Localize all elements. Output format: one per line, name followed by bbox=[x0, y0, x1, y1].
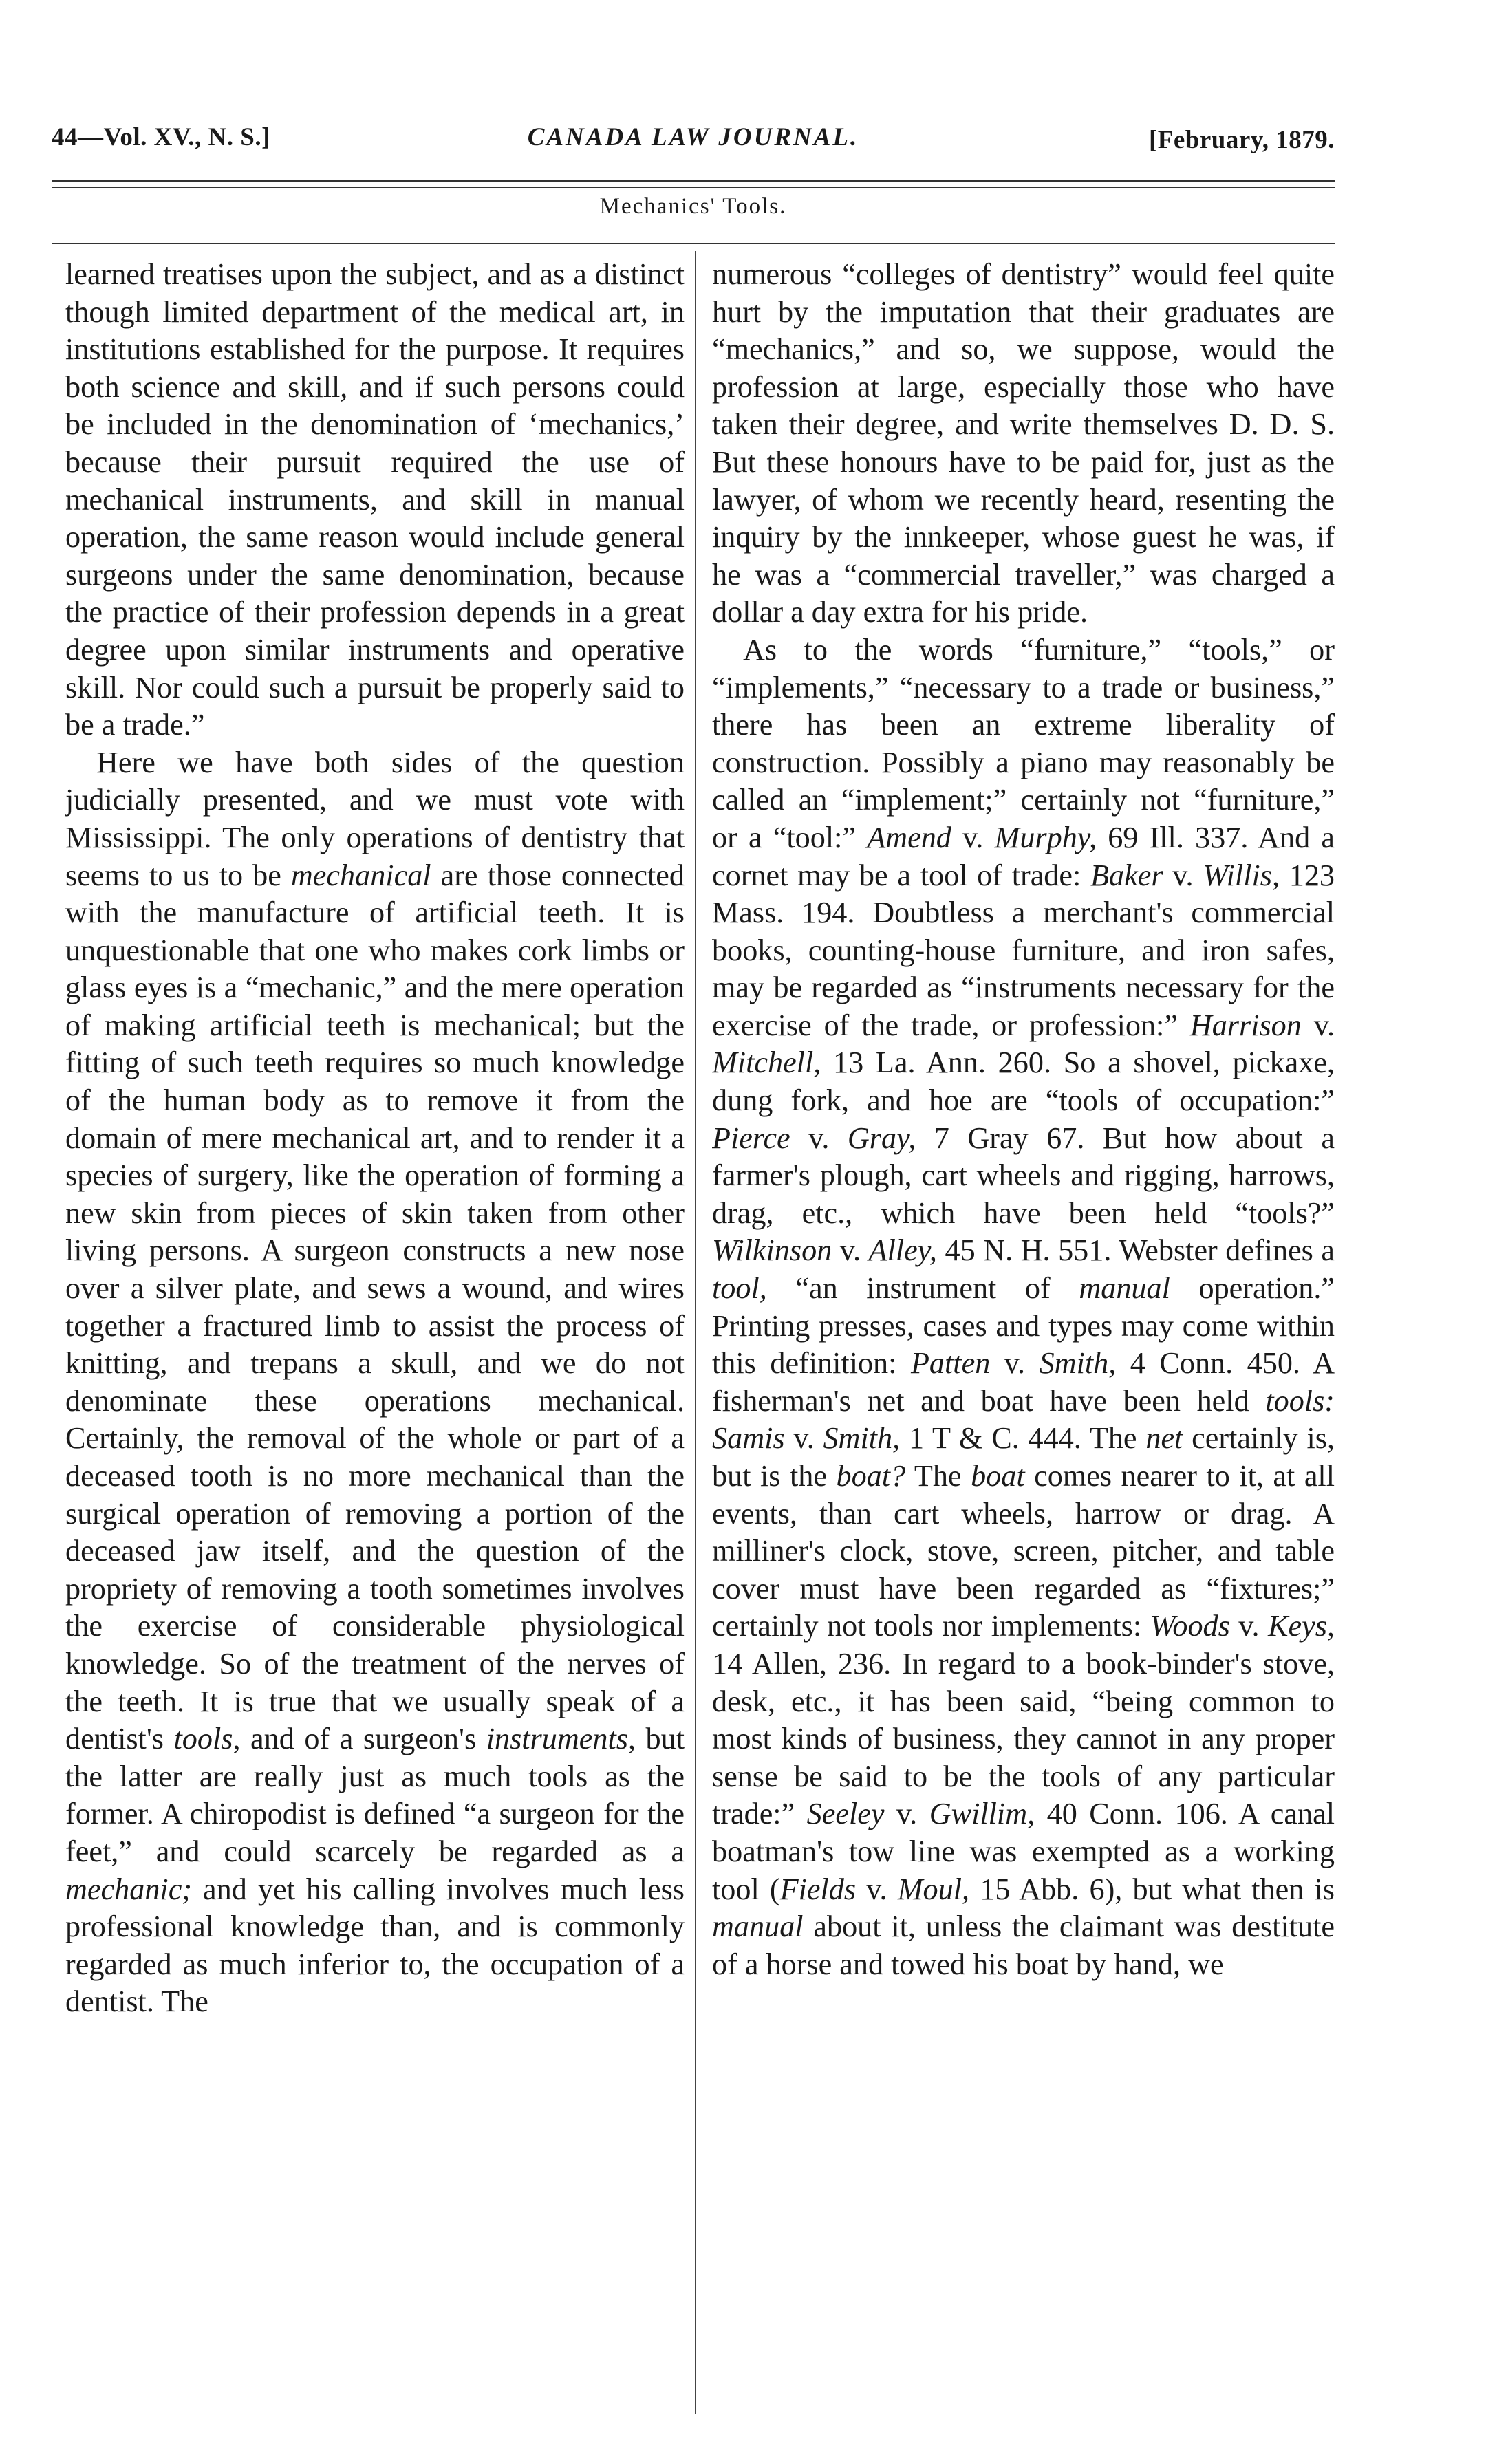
column-divider bbox=[695, 251, 696, 2414]
right-paragraph-1: numerous “colleges of dentistry” would feel quite hurt by the imputation that their graduates are “mechanics,” and so, we suppose, would the profession at large, especially those who have taken their degree, and write themselves D. D. S. But these honours have to be paid for, just as the lawyer, of whom we recently heard, resenting the inquiry by the innkeeper, whose guest he was, if he was a “commercial traveller,” was charged a dollar a day extra for his pride. bbox=[712, 257, 1335, 629]
journal-title: CANADA LAW JOURNAL. bbox=[527, 123, 859, 151]
right-column bbox=[712, 256, 1335, 2423]
header-rule-top bbox=[52, 180, 1335, 182]
page-header bbox=[52, 122, 1335, 164]
right-paragraph-2: As to the words “furniture,” “tools,” or “implements,” “necessary to a trade or business,” there has been an extreme liberality of construction. Possibly a piano may reasonably be called an “implement;” certainly not “furniture,” or a “tool:” Amend v. Murphy, 69 Ill. 337. And a cornet may be a tool of trade: Baker v. Willis, 123 Mass. 194. Doubtless a merchant's commercial books, counting-house furniture, and iron safes, may be regarded as “instruments necessary for the exercise of the trade, or profession:” Harrison v. Mitchell, 13 La. Ann. 260. So a shovel, pickaxe, dung fork, and hoe are “tools of occupation:” Pierce v. Gray, 7 Gray 67. But how about a farmer's plough, cart wheels and rigging, harrows, drag, etc., which have been held “tools?” Wilkinson v. Alley, 45 N. H. 551. Webster defines a tool, “an instrument of manual operation.” Printing presses, cases and types may come within this definition: Patten v. Smith, 4 Conn. 450. A fisherman's net and boat have been held tools: Samis v. Smith, 1 T & C. 444. The net certainly is, but is the boat? The boat comes nearer to it, at all events, than cart wheels, harrow or drag. A milliner's clock, stove, screen, pitcher, and table cover must have been regarded as “fixtures;” certainly not tools nor implements: Woods v. Keys, 14 Allen, 236. In regard to a book-binder's stove, desk, etc., it has been said, “being common to most kinds of business, they cannot in any proper sense be said to be the tools of any particular trade:” Seeley v. Gwillim, 40 Conn. 106. A canal boatman's tow line was exempted as a working tool (Fields v. Moul, 15 Abb. 6), but what then is manual about it, unless the claimant was destitute of a horse and towed his boat by hand, we bbox=[712, 632, 1335, 1981]
left-column bbox=[65, 256, 685, 2423]
left-paragraph-1: learned treatises upon the subject, and as a distinct though limited department of the medical art, in institutions established for the purpose. It requires both science and skill, and if such persons could be included in the denomination of ‘mechanics,’ because their pursuit required the use of mechanical instruments, and skill in manual operation, the same reason would include general surgeons under the same denomination, because the practice of their profession depends in a great degree upon similar instruments and operative skill. Nor could such a pursuit be properly said to be a trade.” bbox=[65, 257, 685, 742]
issue-date: [February, 1879. bbox=[1148, 126, 1335, 154]
header-rule-bottom bbox=[52, 187, 1335, 188]
left-paragraph-2: Here we have both sides of the question judicially presented, and we must vote with Mississippi. The only operations of dentistry that seems to us to be mechanical are those connected with the manufacture of artificial teeth. It is unquestionable that one who makes cork limbs or glass eyes is a “mechanic,” and the mere operation of making artificial teeth is mechanical; but the fitting of such teeth requires so much knowledge of the human body as to remove it from the domain of mere mechanical art, and to render it a species of surgery, like the operation of forming a new skin from pieces of skin taken from other living persons. A surgeon constructs a new nose over a silver plate, and sews a wound, and wires together a fractured limb to assist the process of knitting, and trepans a skull, and we do not denominate these operations mechanical. Certainly, the removal of the whole or part of a deceased tooth is no more mechanical than the surgical operation of removing a portion of the deceased jaw itself, and the question of the propriety of removing a tooth sometimes involves the exercise of considerable physiological knowledge. So of the treatment of the nerves of the teeth. It is true that we usually speak of a dentist's tools, and of a surgeon's instruments, but the latter are really just as much tools as the former. A chiropodist is defined “a surgeon for the feet,” and could scarcely be regarded as a mechanic; and yet his calling involves much less professional knowledge than, and is commonly regarded as much inferior to, the occupation of a dentist. The bbox=[65, 745, 685, 2019]
section-title: Mechanics' Tools. bbox=[599, 194, 787, 219]
volume-info: 44—Vol. XV., N. S.] bbox=[52, 123, 270, 151]
section-rule bbox=[52, 243, 1335, 244]
